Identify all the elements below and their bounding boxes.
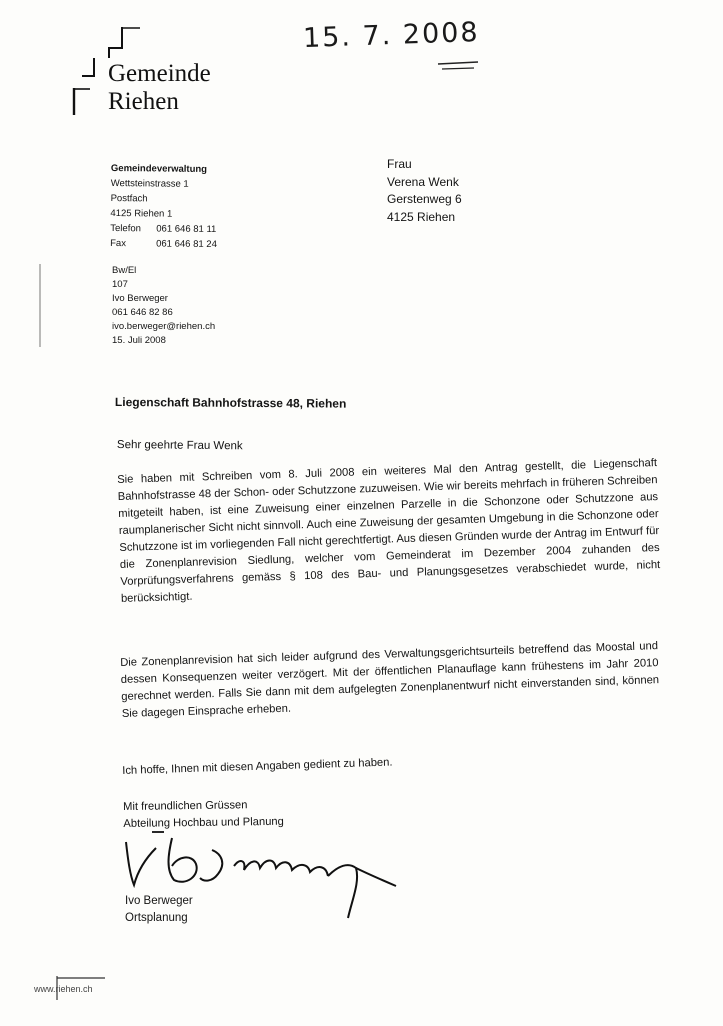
sender-block xyxy=(110,161,218,252)
recipient-salutation: Frau xyxy=(387,157,412,171)
meta-value: 15. Juli 2008 xyxy=(112,335,166,346)
handwritten-date: 15. 7. 2008 xyxy=(302,16,481,55)
sender-fax xyxy=(110,236,217,252)
signer-block xyxy=(125,893,193,927)
logo-wordmark xyxy=(108,60,211,116)
meta-divider xyxy=(0,262,723,352)
sender-line-2: Postfach xyxy=(110,192,148,205)
logo-line-1: Gemeinde xyxy=(108,60,211,87)
meta-value: 107 xyxy=(112,279,128,290)
recipient-city: 4125 Riehen xyxy=(387,209,456,224)
sender-line-3: 4125 Riehen 1 xyxy=(110,207,173,220)
body-paragraph-3: Ich hoffe, Ihnen mit diesen Angaben gedient zu haben. xyxy=(122,756,393,777)
recipient-address xyxy=(387,156,462,226)
meta-value: Bw/El xyxy=(112,265,137,276)
footer-website: www.riehen.ch xyxy=(34,984,93,994)
closing-department: Abteilung Hochbau und Planung xyxy=(123,815,284,830)
recipient-street: Gerstenweg 6 xyxy=(387,192,462,206)
sender-line-1: Wettsteinstrasse 1 xyxy=(110,177,189,190)
sender-phone xyxy=(110,221,217,237)
closing-block xyxy=(123,797,284,833)
body-paragraph-1: Sie haben mit Schreiben vom 8. Juli 2008 ein weiteres Mal den Antrag gestellt, die Liegenschaft Bahnhofstrasse 48 der Schon- oder Schutzzone zuzuweisen. Wie wir bereits mehrfach in früheren Schreiben mitgeteilt haben, ist eine Zuweisung einer einzelnen Parzelle in die Schonzone oder Schutzzone aus raumplanerischer Sicht nicht sinnvoll. Auch eine Zuweisung der gesamten Umgebung in die Schonzone oder Schutzzone ist im vorliegenden Fall nicht gerechtfertigt. Aus diesen Gründen wurde der Antrag im Entwurf für die Zonenplanrevision Siedlung, welcher vom Gemeinderat im Dezember 2004 zuhanden des Vorprüfungsverfahrens gemäss § 108 des Bau- und Planungsgesetzes verabschiedet wurde, nicht berücksichtigt. xyxy=(117,457,661,605)
body-paragraph-2: Die Zonenplanrevision hat sich leider aufgrund des Verwaltungsgerichtsurteils betreffend das Moostal und dessen Konsequenzen weiter verzögert. Mit der öffentlichen Planauflage kann frühestens im Jahr 2010 gerechnet werden. Falls Sie dann mit dem aufgelegten Zonenplanentwurf nicht einverstanden sind, können Sie dagegen Einsprache erheben. xyxy=(120,640,660,720)
sender-title: Gemeindeverwaltung xyxy=(110,162,208,176)
signer-role: Ortsplanung xyxy=(125,912,188,924)
phone-label: Telefon xyxy=(110,222,141,235)
meta-value: ivo.berweger@riehen.ch xyxy=(112,321,216,332)
fax-number: 061 646 81 24 xyxy=(156,238,217,251)
letter-salutation: Sehr geehrte Frau Wenk xyxy=(116,439,243,453)
logo-line-2: Riehen xyxy=(108,88,179,115)
meta-value: Ivo Berweger xyxy=(112,293,168,304)
signer-name: Ivo Berweger xyxy=(125,895,193,907)
meta-value: 061 646 82 86 xyxy=(112,307,173,318)
subject-line: Liegenschaft Bahnhofstrasse 48, Riehen xyxy=(114,395,347,411)
fax-label: Fax xyxy=(110,237,127,250)
closing-greeting: Mit freundlichen Grüssen xyxy=(123,799,248,813)
recipient-name: Verena Wenk xyxy=(387,174,459,189)
phone-number: 061 646 81 11 xyxy=(156,223,217,236)
